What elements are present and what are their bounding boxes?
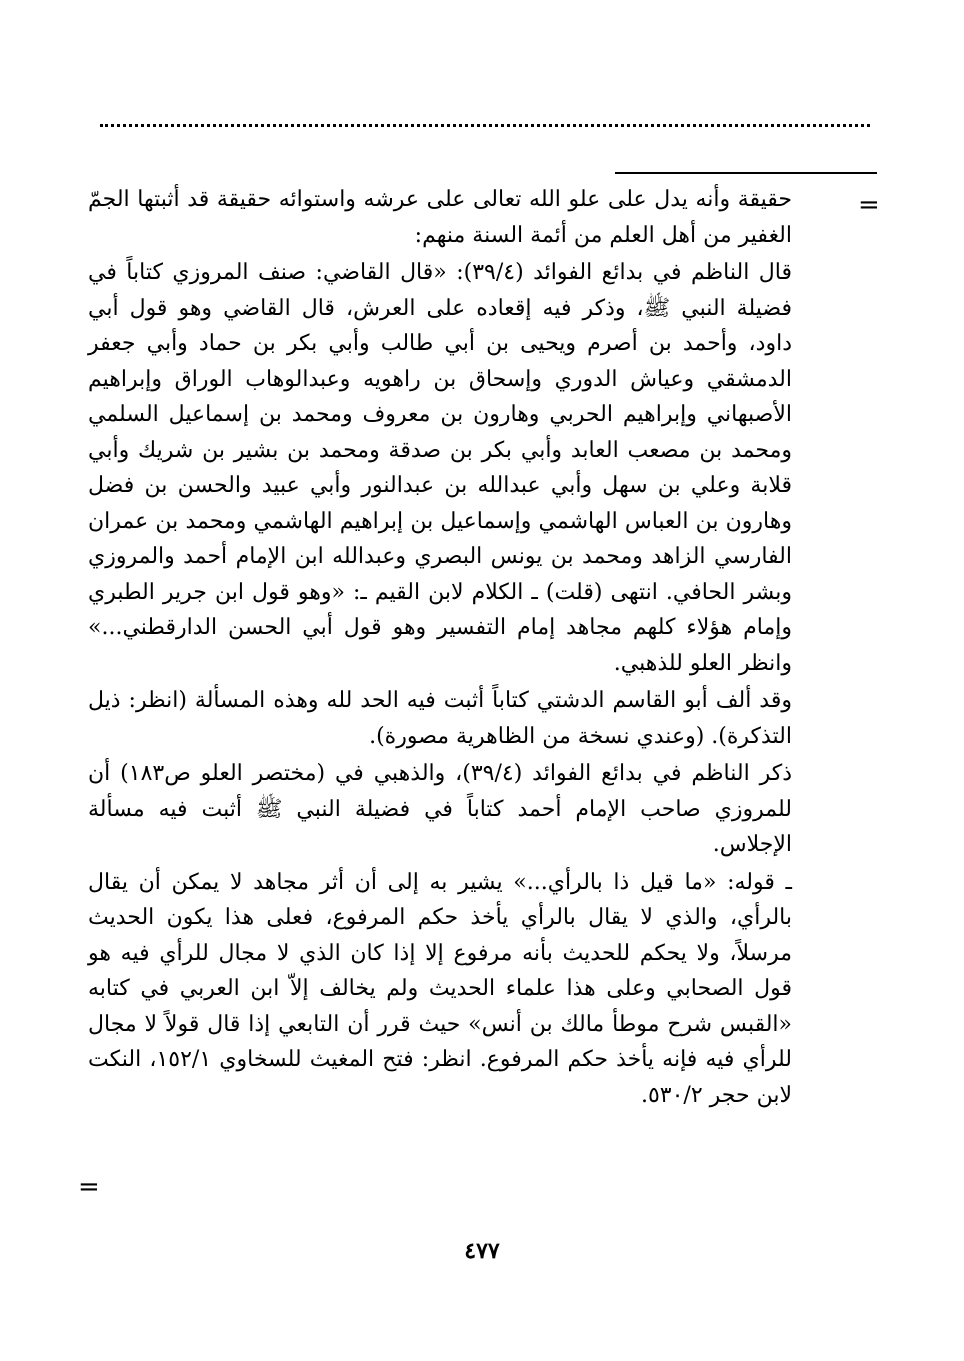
continuation-mark-top: = bbox=[858, 190, 880, 220]
footnote-paragraph-5: ـ قوله: «ما قيل ذا بالرأي...» يشير به إلى أن أثر مجاهد لا يمكن أن يقال بالرأي، والذي لا يقال بالرأي يأخذ حكم المرفوع، فعلى هذا يكون الحديث مرسلاً، ولا يحكم للحديث بأنه مرفوع إلا إذا كان الذي لا مجال للرأي فيه هو قول الصحابي وعلى هذا علماء الحديث ولم يخالف إلاّ ابن العربي في كتابه «القبس شرح موطأ مالك بن أنس» حيث قرر أن التابعي إذا قال قولاً لا مجال للرأي فيه فإنه يأخذ حكم المرفوع. انظر: فتح المغيث للسخاوي ١٥٢/١، النكت لابن حجر ٥٣٠/٢. bbox=[88, 869, 792, 1108]
footnote-separator-line bbox=[615, 172, 877, 174]
footnote-paragraph-2: قال الناظم في بدائع الفوائد (٣٩/٤): «قال القاضي: صنف المروزي كتاباً في فضيلة النبي ﷺ، وذكر فيه إقعاده على العرش، قال القاضي وهو قول أبي داود، وأحمد بن أصرم ويحيى بن أبي طالب وأبي بكر بن حماد وأبي جعفر الدمشقي وعياش الدوري وإسحاق بن راهويه وعبدالوهاب الوراق وإبراهيم الأصبهاني وإبراهيم الحربي وهارون بن معروف ومحمد بن إسماعيل السلمي ومحمد بن مصعب العابد وأبي بكر بن صدقة ومحمد بن بشير بن شريك وأبي قلابة وعلي بن سهل وأبي عبدالله بن عبدالنور وأبي عبيد والحسن بن فضل وهارون بن العباس الهاشمي وإسماعيل بن إبراهيم الهاشمي ومحمد بن عمران الفارسي الزاهد ومحمد بن يونس البصري وعبدالله ابن الإمام أحمد والمروزي وبشر الحافي. انتهى (قلت) ـ الكلام لابن القيم ـ: «وهو قول ابن جرير الطبري وإمام هؤلاء كلهم مجاهد إمام التفسير وهو قول أبي الحسن الدارقطني...» وانظر العلو للذهبي. bbox=[88, 260, 792, 676]
footnote-paragraph-1: حقيقة وأنه يدل على علو الله تعالى على عرشه واستوائه حقيقة قد أثبتها الجمّ الغفير من أهل العلم من أئمة السنة منهم: bbox=[88, 187, 792, 248]
dotted-separator bbox=[100, 124, 870, 127]
continuation-mark-bottom: = bbox=[78, 1172, 100, 1202]
footnote-paragraph-4: ذكر الناظم في بدائع الفوائد (٣٩/٤)، والذهبي في (مختصر العلو ص١٨٣) أن للمروزي صاحب الإمام أحمد كتاباً في فضيلة النبي ﷺ أثبت فيه مسألة الإجلاس. bbox=[88, 761, 793, 857]
footnote-text bbox=[88, 182, 792, 1115]
footnote-paragraph-3: وقد ألف أبو القاسم الدشتي كتاباً أثبت فيه الحد لله وهذه المسألة (انظر: ذيل التذكرة). (وعندي نسخة من الظاهرية مصورة). bbox=[88, 688, 792, 749]
page-number: ٤٧٧ bbox=[464, 1238, 500, 1264]
